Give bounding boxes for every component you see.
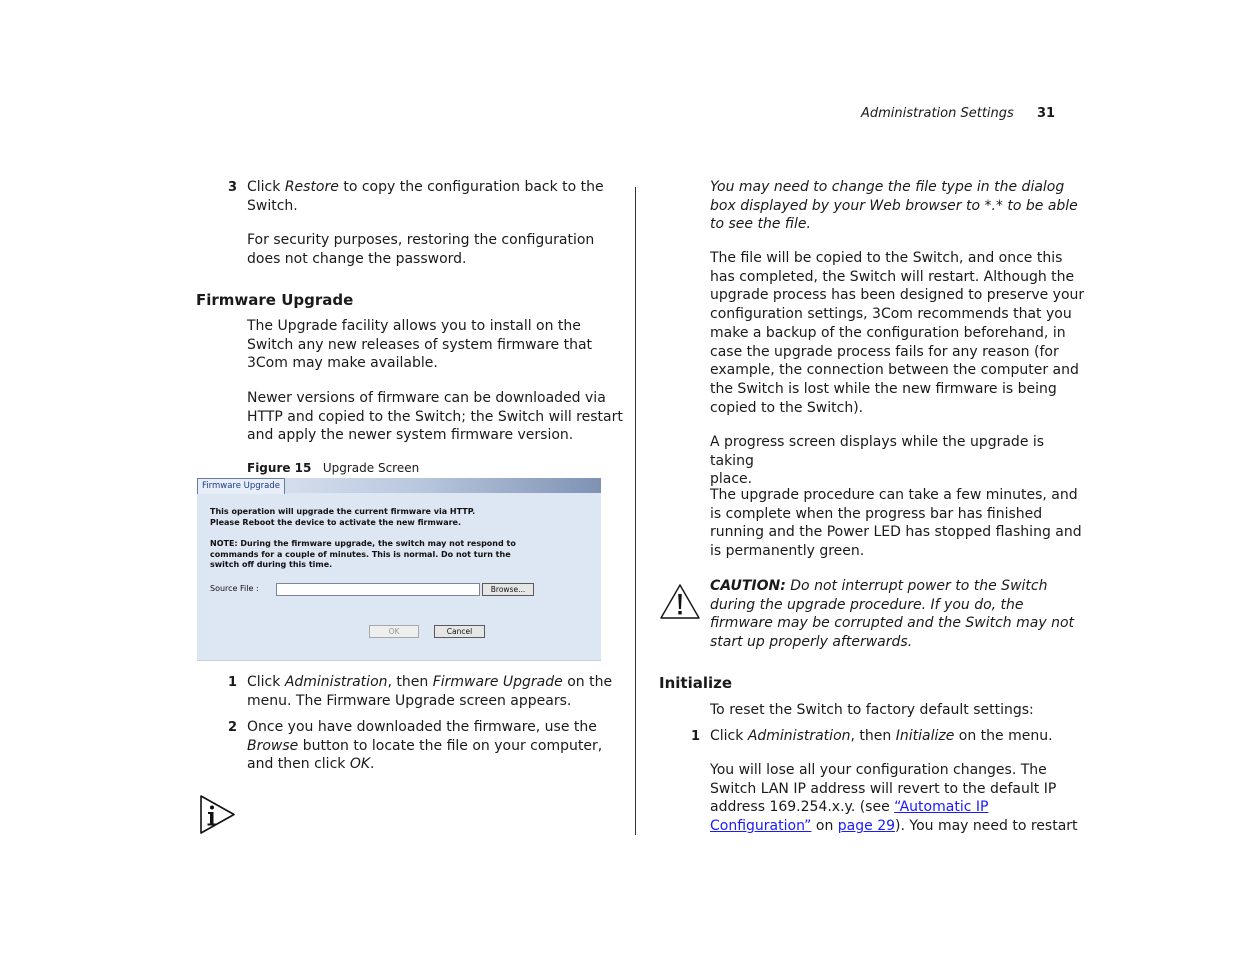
- step-3-text: Click Restore to copy the configuration back to the Switch.: [247, 179, 604, 214]
- initialize-step-1-number: 1: [691, 729, 701, 744]
- configuration-loss-para: You will lose all your configuration changes. The Switch LAN IP address will revert to the default IP address 169.254.x.y. (see “Automatic IP Configuration” on page 29). You may need to restart: [710, 762, 1078, 835]
- firmware-upgrade-para2: Newer versions of firmware can be downloaded via HTTP and copied to the Switch; the Switch will restart and apply the newer system firmware version.: [247, 390, 623, 444]
- automatic-ip-configuration-link-cont[interactable]: Configuration”: [710, 818, 812, 835]
- ok-button[interactable]: OK: [369, 625, 419, 638]
- source-file-label: Source File :: [210, 584, 259, 593]
- initialize-step-1-text: Click Administration, then Initialize on the menu.: [710, 728, 1053, 744]
- file-type-note: You may need to change the file type in the dialog box displayed by your Web browser to *.* to be able to see the file.: [710, 179, 1078, 233]
- initialize-heading: Initialize: [659, 674, 733, 692]
- automatic-ip-configuration-link[interactable]: “Automatic IP: [894, 799, 989, 816]
- column-divider: [635, 187, 636, 835]
- step-2-number: 2: [228, 720, 238, 735]
- cancel-button[interactable]: Cancel: [434, 625, 485, 638]
- upgrade-screen-figure: [197, 478, 601, 661]
- progress-screen-para: A progress screen displays while the upgrade is taking place.: [710, 434, 1045, 488]
- running-header-title: Administration Settings: [861, 106, 1014, 121]
- initialize-intro: To reset the Switch to factory default settings:: [710, 702, 1034, 718]
- firmware-upgrade-heading: Firmware Upgrade: [196, 291, 354, 309]
- upgrade-note: NOTE: During the firmware upgrade, the switch may not respond to commands for a couple of minutes. This is normal. Do not turn the switch off during this time.: [210, 539, 516, 569]
- caution-text: CAUTION: Do not interrupt power to the Switch during the upgrade procedure. If you do, the firmware may be corrupted and the Switch may not start up properly afterwards.: [710, 578, 1074, 651]
- security-note: For security purposes, restoring the configuration does not change the password.: [247, 232, 595, 267]
- caution-icon: [659, 583, 701, 621]
- upgrade-message: This operation will upgrade the current firmware via HTTP. Please Reboot the device to activate the new firmware.: [210, 507, 476, 527]
- step-1-number: 1: [228, 675, 238, 690]
- source-file-input[interactable]: [276, 583, 480, 596]
- step-2-text: Once you have downloaded the firmware, use the Browse button to locate the file on your computer, and then click OK.: [247, 719, 603, 773]
- upgrade-duration-para: The upgrade procedure can take a few minutes, and is complete when the progress bar has finished running and the Power LED has stopped flashing and is permanently green.: [710, 487, 1082, 560]
- copy-process-para: The file will be copied to the Switch, and once this has completed, the Switch will restart. Although the upgrade process has been designed to preserve your configuration settings, 3Com recommends that you make a backup of the configuration beforehand, in case the upgrade process fails for any reason (for example, the connection between the computer and the Switch is lost while the new firmware is being copied to the Switch).: [710, 250, 1085, 416]
- tab-firmware-upgrade[interactable]: Firmware Upgrade: [197, 478, 285, 494]
- info-icon: [199, 794, 237, 836]
- step-3-number: 3: [228, 180, 238, 195]
- page-number: 31: [1037, 106, 1056, 121]
- page-29-link[interactable]: page 29: [837, 818, 896, 835]
- step-1-text: Click Administration, then Firmware Upgrade on the menu. The Firmware Upgrade screen appears.: [247, 674, 613, 709]
- browse-button[interactable]: Browse...: [482, 583, 534, 596]
- figure-caption: Figure 15 Upgrade Screen: [247, 461, 420, 475]
- firmware-upgrade-para1: The Upgrade facility allows you to install on the Switch any new releases of system firmware that 3Com may make available.: [247, 318, 593, 372]
